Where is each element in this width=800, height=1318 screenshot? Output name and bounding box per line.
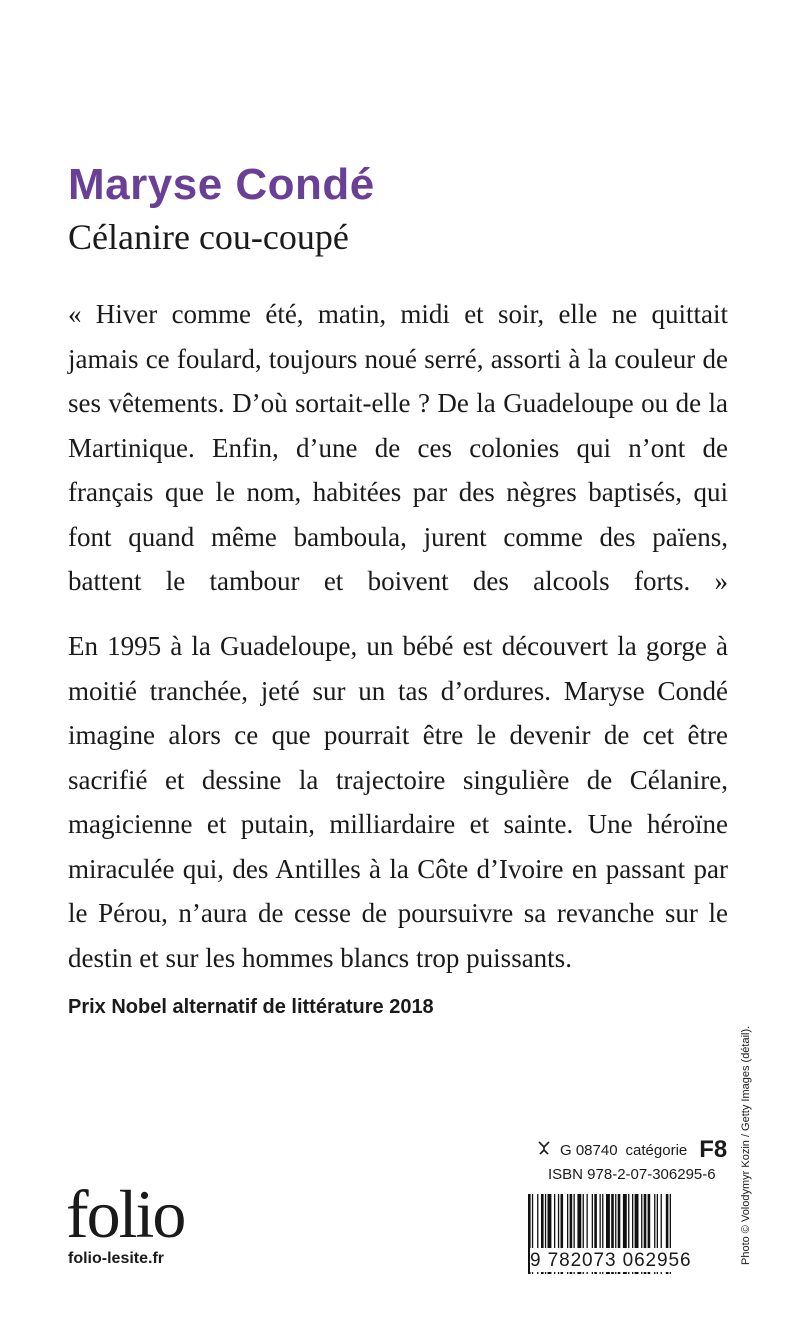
- catalog-code-line: [536, 1136, 727, 1164]
- series-code: G 08740: [560, 1141, 618, 1159]
- book-summary: En 1995 à la Guadeloupe, un bébé est découvert la gorge à moitié tranchée, jeté sur un tas d’ordures. Maryse Condé imagine alors ce que pourrait être le devenir de cet être sacrifié et dessine la trajectoire singulière de Célanire, magicienne et putain, milliardaire et sainte. Une héroïne miraculée qui, des Antilles à la Côte d’Ivoire en passant par le Pérou, n’aura de cesse de poursuivre sa revanche sur le destin et sur les hommes blancs trop puissants.: [68, 631, 728, 973]
- barcode-digits: 9 782073 062956: [530, 1248, 712, 1272]
- book-title: Célanire cou-coupé: [68, 217, 349, 257]
- dingbat-icon: [536, 1140, 552, 1160]
- category-label: catégorie: [625, 1141, 688, 1159]
- publisher-website: folio-lesite.fr: [68, 1250, 165, 1267]
- folio-logo: folio: [66, 1176, 185, 1252]
- category-code: F8: [699, 1136, 728, 1163]
- isbn: ISBN 978-2-07-306295-6: [548, 1166, 716, 1183]
- author-name: Maryse Condé: [68, 160, 375, 209]
- excerpt-quote: « Hiver comme été, matin, midi et soir, elle ne quittait jamais ce foulard, toujours noué serré, assorti à la couleur de ses vêtements. D’où sortait-elle ? De la Guadeloupe ou de la Martinique. Enfin, d’une de ces colonies qui n’ont de français que le nom, habitées par des nègres baptisés, qui font quand même bamboula, jurent comme des païens, battent le tambour et boivent des alcools forts. »: [68, 299, 728, 596]
- prize-line: Prix Nobel alternatif de littérature 2018: [68, 996, 434, 1018]
- photo-credit: Photo © Volodymyr Kozin / Getty Images (détail).: [740, 1025, 752, 1265]
